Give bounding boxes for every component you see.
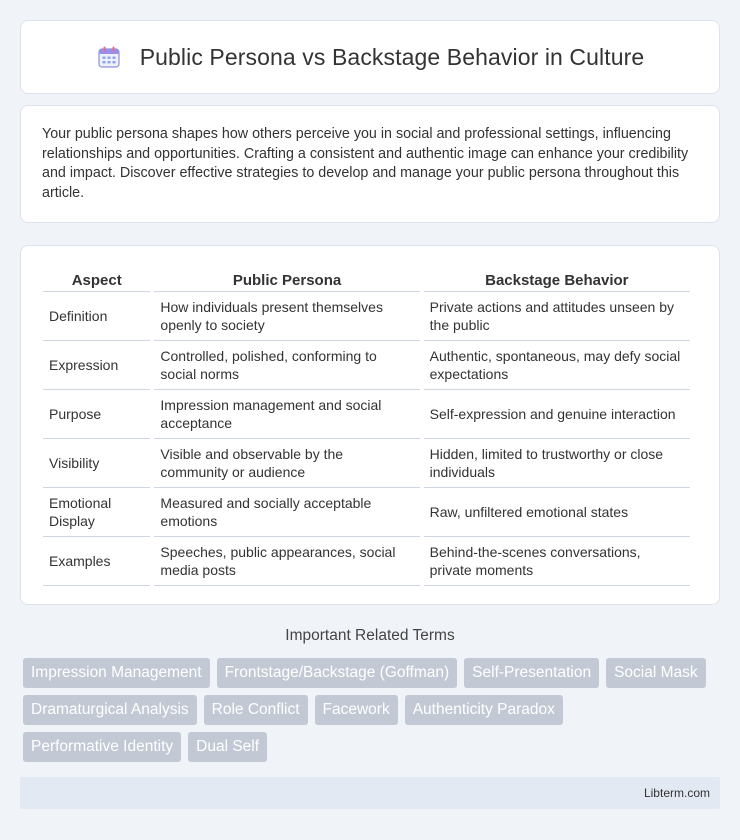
header-card: [20, 20, 720, 94]
cell-public: How individuals present themselves openly to society: [154, 292, 419, 341]
title-wrap: [96, 44, 645, 71]
tag-social-mask[interactable]: Social Mask: [606, 658, 706, 688]
cell-backstage: Self-expression and genuine interaction: [424, 390, 690, 439]
tag-frontstage-backstage[interactable]: Frontstage/Backstage (Goffman): [217, 658, 458, 688]
cell-aspect: Purpose: [43, 390, 150, 439]
intro-text: Your public persona shapes how others perceive you in social and professional settings, influencing relationships and opportunities. Crafting a consistent and authentic image can enhance your credibility and impact. Discover effective strategies to develop and manage your public persona throughout this article.: [42, 126, 689, 201]
cell-backstage: Private actions and attitudes unseen by the public: [424, 292, 690, 341]
header-public-persona: Public Persona: [154, 266, 419, 292]
cell-aspect: Examples: [43, 537, 150, 586]
related-terms-title: Important Related Terms: [285, 627, 455, 644]
table-row: [43, 341, 690, 390]
cell-backstage: Raw, unfiltered emotional states: [424, 488, 690, 537]
tag-dual-self[interactable]: Dual Self: [188, 732, 267, 762]
tag-self-presentation[interactable]: Self-Presentation: [464, 658, 599, 688]
table-row: [43, 390, 690, 439]
footer-source-link[interactable]: Libterm.com: [643, 786, 710, 800]
cell-aspect: Expression: [43, 341, 150, 390]
tag-dramaturgical-analysis[interactable]: Dramaturgical Analysis: [23, 695, 197, 725]
header-backstage-behavior: Backstage Behavior: [424, 266, 690, 292]
cell-public: Visible and observable by the community or audience: [154, 439, 419, 488]
tag-impression-management[interactable]: Impression Management: [23, 658, 210, 688]
cell-public: Controlled, polished, conforming to social norms: [154, 341, 419, 390]
comparison-table: [39, 266, 694, 586]
comparison-table-card: [20, 245, 720, 605]
page-title: Public Persona vs Backstage Behavior in Culture: [139, 43, 645, 70]
calendar-icon: [96, 44, 122, 70]
table-header-row: [43, 266, 690, 292]
table-row: [43, 439, 690, 488]
table-row: [43, 292, 690, 341]
tag-role-conflict[interactable]: Role Conflict: [204, 695, 308, 725]
tag-facework[interactable]: Facework: [315, 695, 398, 725]
cell-public: Measured and socially acceptable emotions: [154, 488, 419, 537]
cell-aspect: Emotional Display: [43, 488, 150, 537]
cell-aspect: Visibility: [43, 439, 150, 488]
tag-authenticity-paradox[interactable]: Authenticity Paradox: [405, 695, 563, 725]
cell-backstage: Behind-the-scenes conversations, private moments: [424, 537, 690, 586]
header-aspect: Aspect: [43, 266, 150, 292]
footer: [20, 777, 720, 809]
related-terms-tags: [23, 658, 723, 762]
table-row: [43, 537, 690, 586]
tag-performative-identity[interactable]: Performative Identity: [23, 732, 181, 762]
cell-backstage: Authentic, spontaneous, may defy social expectations: [424, 341, 690, 390]
cell-public: Impression management and social acceptance: [154, 390, 419, 439]
intro-card: [20, 105, 720, 223]
cell-aspect: Definition: [43, 292, 150, 341]
cell-backstage: Hidden, limited to trustworthy or close individuals: [424, 439, 690, 488]
cell-public: Speeches, public appearances, social media posts: [154, 537, 419, 586]
table-row: [43, 488, 690, 537]
